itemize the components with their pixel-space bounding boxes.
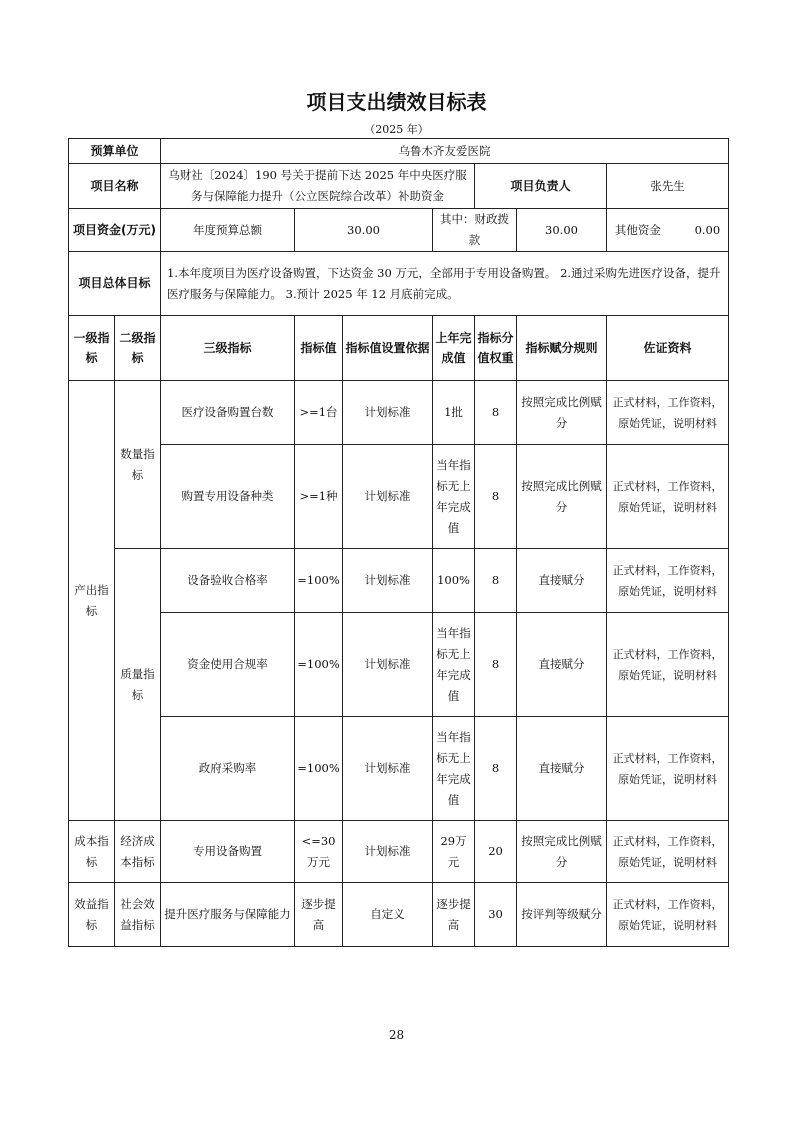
table-row — [69, 613, 729, 717]
indicator-last-year: 100% — [433, 549, 475, 613]
header-level2: 二级指标 — [115, 316, 161, 381]
project-leader-value: 张先生 — [607, 164, 729, 209]
indicator-value: >=1种 — [295, 445, 343, 549]
group-quantity: 数量指标 — [115, 381, 161, 549]
indicator-name: 资金使用合规率 — [161, 613, 295, 717]
indicator-value: >=1台 — [295, 381, 343, 445]
group-benefit: 效益指标 — [69, 883, 115, 947]
indicator-weight: 20 — [475, 821, 517, 883]
budget-unit-row — [69, 139, 729, 164]
indicator-rule: 按照完成比例赋分 — [517, 381, 607, 445]
indicator-basis: 计划标准 — [343, 821, 433, 883]
group-cost: 成本指标 — [69, 821, 115, 883]
indicator-name: 医疗设备购置台数 — [161, 381, 295, 445]
indicator-rule: 直接赋分 — [517, 549, 607, 613]
budget-unit-value: 乌鲁木齐友爱医院 — [161, 139, 729, 164]
indicator-basis: 计划标准 — [343, 381, 433, 445]
indicator-last-year: 当年指标无上年完成值 — [433, 717, 475, 821]
overall-goal-row — [69, 252, 729, 316]
other-funds-label: 其他资金 — [614, 222, 661, 237]
indicator-name: 购置专用设备种类 — [161, 445, 295, 549]
project-name-label: 项目名称 — [69, 164, 161, 209]
indicator-evidence: 正式材料，工作资料，原始凭证，说明材料 — [607, 883, 729, 947]
indicator-last-year: 当年指标无上年完成值 — [433, 445, 475, 549]
indicator-evidence: 正式材料，工作资料，原始凭证，说明材料 — [607, 381, 729, 445]
header-rule: 指标赋分规则 — [517, 316, 607, 381]
fiscal-label: 其中：财政拨款 — [433, 209, 517, 252]
indicator-last-year: 当年指标无上年完成值 — [433, 613, 475, 717]
indicator-basis: 计划标准 — [343, 549, 433, 613]
indicator-last-year: 29万元 — [433, 821, 475, 883]
group-output: 产出指标 — [69, 381, 115, 821]
indicator-weight: 8 — [475, 717, 517, 821]
indicator-basis: 计划标准 — [343, 613, 433, 717]
header-level1: 一级指标 — [69, 316, 115, 381]
header-weight: 指标分值权重 — [475, 316, 517, 381]
overall-goal-label: 项目总体目标 — [69, 252, 161, 316]
indicator-evidence: 正式材料，工作资料，原始凭证，说明材料 — [607, 549, 729, 613]
indicator-name: 政府采购率 — [161, 717, 295, 821]
indicator-rule: 按照完成比例赋分 — [517, 821, 607, 883]
year-label: （2025 年） — [364, 123, 429, 136]
header-last-year: 上年完成值 — [433, 316, 475, 381]
indicator-evidence: 正式材料，工作资料，原始凭证，说明材料 — [607, 613, 729, 717]
group-social: 社会效益指标 — [115, 883, 161, 947]
funds-label: 项目资金(万元) — [69, 209, 161, 252]
indicator-rule: 直接赋分 — [517, 717, 607, 821]
indicator-value: <=30万元 — [295, 821, 343, 883]
indicator-weight: 8 — [475, 549, 517, 613]
indicator-last-year: 逐步提高 — [433, 883, 475, 947]
indicator-name: 提升医疗服务与保障能力 — [161, 883, 295, 947]
indicator-basis: 自定义 — [343, 883, 433, 947]
table-row — [69, 883, 729, 947]
page-title: 项目支出绩效目标表 — [306, 90, 487, 114]
indicator-weight: 30 — [475, 883, 517, 947]
page-number: 28 — [388, 1028, 405, 1042]
indicator-basis: 计划标准 — [343, 717, 433, 821]
group-econ-cost: 经济成本指标 — [115, 821, 161, 883]
indicator-weight: 8 — [475, 445, 517, 549]
project-name-value: 乌财社〔2024〕190 号关于提前下达 2025 年中央医疗服务与保障能力提升（公立医院综合改革）补助资金 — [161, 164, 475, 209]
indicator-weight: 8 — [475, 613, 517, 717]
indicator-value: =100% — [295, 549, 343, 613]
indicator-evidence: 正式材料，工作资料，原始凭证，说明材料 — [607, 717, 729, 821]
overall-goal-value: 1.本年度项目为医疗设备购置，下达资金 30 万元，全部用于专用设备购置。 2.通过采购先进医疗设备，提升医疗服务与保障能力。 3.预计 2025 年 12 月底前完成。 — [161, 252, 729, 316]
indicator-rule: 直接赋分 — [517, 613, 607, 717]
funds-row — [69, 209, 729, 252]
header-basis: 指标值设置依据 — [343, 316, 433, 381]
other-funds-cell — [607, 209, 729, 252]
table-row — [69, 821, 729, 883]
budget-unit-label: 预算单位 — [69, 139, 161, 164]
indicator-evidence: 正式材料，工作资料，原始凭证，说明材料 — [607, 445, 729, 549]
fiscal-value: 30.00 — [517, 209, 607, 252]
indicator-rule: 按照完成比例赋分 — [517, 445, 607, 549]
group-quality: 质量指标 — [115, 549, 161, 821]
performance-table — [68, 138, 729, 947]
indicator-name: 专用设备购置 — [161, 821, 295, 883]
table-row — [69, 381, 729, 445]
header-value: 指标值 — [295, 316, 343, 381]
indicator-value: =100% — [295, 613, 343, 717]
indicator-value: =100% — [295, 717, 343, 821]
indicator-name: 设备验收合格率 — [161, 549, 295, 613]
header-evidence: 佐证资料 — [607, 316, 729, 381]
header-level3: 三级指标 — [161, 316, 295, 381]
header-row — [69, 316, 729, 381]
indicator-rule: 按评判等级赋分 — [517, 883, 607, 947]
annual-budget-value: 30.00 — [295, 209, 433, 252]
project-name-row — [69, 164, 729, 209]
table-row — [69, 717, 729, 821]
annual-budget-label: 年度预算总额 — [161, 209, 295, 252]
indicator-evidence: 正式材料，工作资料，原始凭证，说明材料 — [607, 821, 729, 883]
other-funds-value: 0.00 — [694, 222, 721, 237]
indicator-weight: 8 — [475, 381, 517, 445]
table-row — [69, 549, 729, 613]
indicator-last-year: 1批 — [433, 381, 475, 445]
project-leader-label: 项目负责人 — [475, 164, 607, 209]
indicator-value: 逐步提高 — [295, 883, 343, 947]
indicator-basis: 计划标准 — [343, 445, 433, 549]
table-row — [69, 445, 729, 549]
